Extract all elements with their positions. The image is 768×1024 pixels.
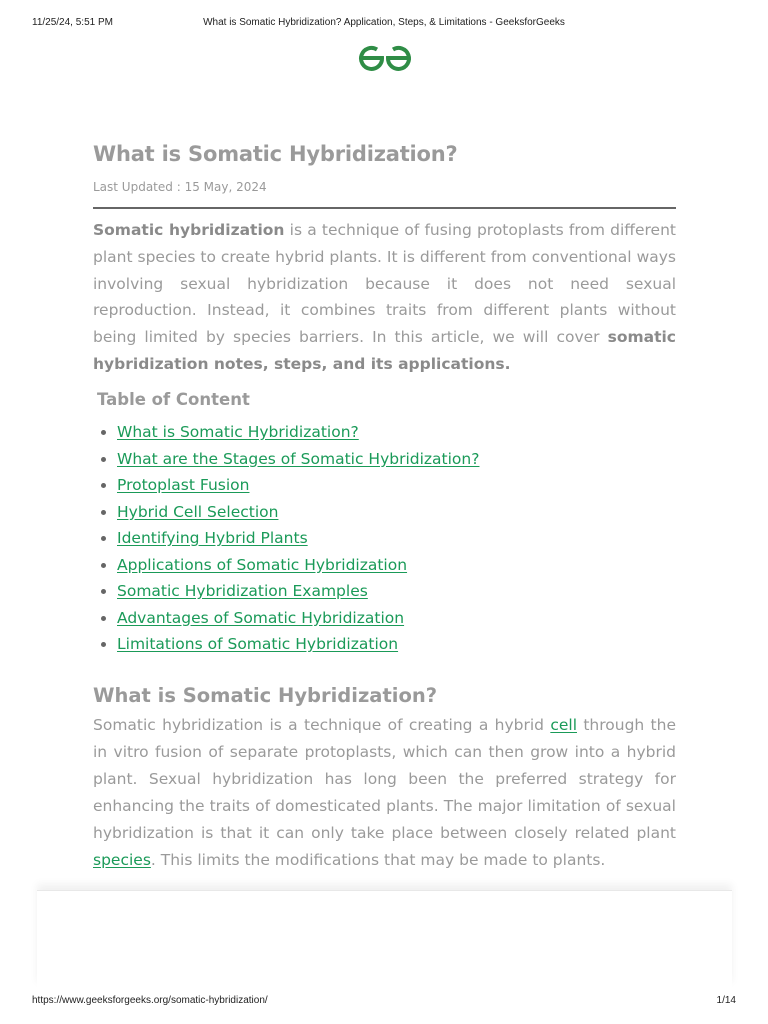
toc-item (93, 499, 479, 526)
toc-link[interactable]: Identifying Hybrid Plants (117, 529, 308, 547)
last-updated-date: 15 May, 2024 (184, 180, 267, 194)
toc-item (93, 605, 479, 632)
toc-link[interactable]: Limitations of Somatic Hybridization (117, 635, 399, 653)
intro-bold-lead: Somatic hybridization (93, 221, 285, 239)
intro-text: is a technique of fusing protoplasts from different plant species to create hybrid plants. It is different from conventional ways involving sexual hybridization because it does not need sexual reproduction. Instead, it combines traits from different plants without being limited by species barriers. In this article, we will cover (93, 221, 676, 347)
toc-title: Table of Content (97, 390, 250, 409)
bullet-icon (101, 563, 106, 568)
bullet-icon (101, 589, 106, 594)
toc-item (93, 446, 479, 473)
gfg-logo-icon[interactable] (356, 44, 414, 72)
toc-link[interactable]: What is Somatic Hybridization? (117, 423, 359, 441)
toc-link[interactable]: Hybrid Cell Selection (117, 502, 279, 521)
toc-item (93, 631, 479, 658)
print-page-title: What is Somatic Hybridization? Application, Steps, & Limitations - GeeksforGeeks (203, 17, 565, 28)
bullet-icon (101, 642, 106, 647)
section-heading: What is Somatic Hybridization? (93, 684, 438, 707)
bullet-icon (101, 430, 106, 435)
bullet-icon (101, 536, 106, 541)
toc-link[interactable]: Applications of Somatic Hybridization (117, 555, 408, 574)
toc-item (93, 419, 479, 446)
last-updated-label: Last Updated : (93, 180, 185, 194)
toc-item (93, 578, 479, 605)
toc-item (93, 472, 479, 499)
article-title: What is Somatic Hybridization? (93, 142, 458, 166)
toc-link[interactable]: Advantages of Somatic Hybridization (117, 608, 405, 627)
para-text-2: through the in vitro fusion of separate protoplasts, which can then grow into a hybrid plant. Sexual hybridization has long been the preferred strategy for enhancing the traits of domesticated plants. The major limitation of sexual hybridization is that it can only take place between closely related plant (93, 716, 676, 842)
last-updated (93, 180, 267, 194)
para-text-3: . This limits the modifications that may be made to plants. (150, 851, 606, 869)
toc-link[interactable]: What are the Stages of Somatic Hybridization? (117, 449, 480, 468)
toc-link[interactable]: Protoplast Fusion (117, 476, 250, 494)
intro-paragraph (93, 217, 676, 378)
print-page-number: 1/14 (716, 995, 736, 1006)
bullet-icon (101, 510, 106, 515)
bullet-icon (101, 616, 106, 621)
gfg-logo-svg (356, 44, 414, 72)
intro-bold-tail: somatic hybridization notes, steps, and its applications. (93, 328, 676, 373)
toc-item (93, 552, 479, 579)
section-paragraph (93, 712, 676, 874)
para-text-1: Somatic hybridization is a technique of creating a hybrid (93, 716, 551, 734)
cell-link[interactable]: cell (550, 716, 577, 734)
table-of-contents (93, 419, 479, 658)
print-url: https://www.geeksforgeeks.org/somatic-hybridization/ (32, 995, 268, 1006)
bullet-icon (101, 457, 106, 462)
title-divider (93, 207, 676, 209)
print-header (0, 17, 768, 31)
ad-overlay (37, 890, 732, 988)
toc-item (93, 525, 479, 552)
bullet-icon (101, 483, 106, 488)
toc-link[interactable]: Somatic Hybridization Examples (117, 582, 368, 600)
species-link[interactable]: species (93, 851, 151, 869)
print-datetime: 11/25/24, 5:51 PM (32, 17, 113, 28)
